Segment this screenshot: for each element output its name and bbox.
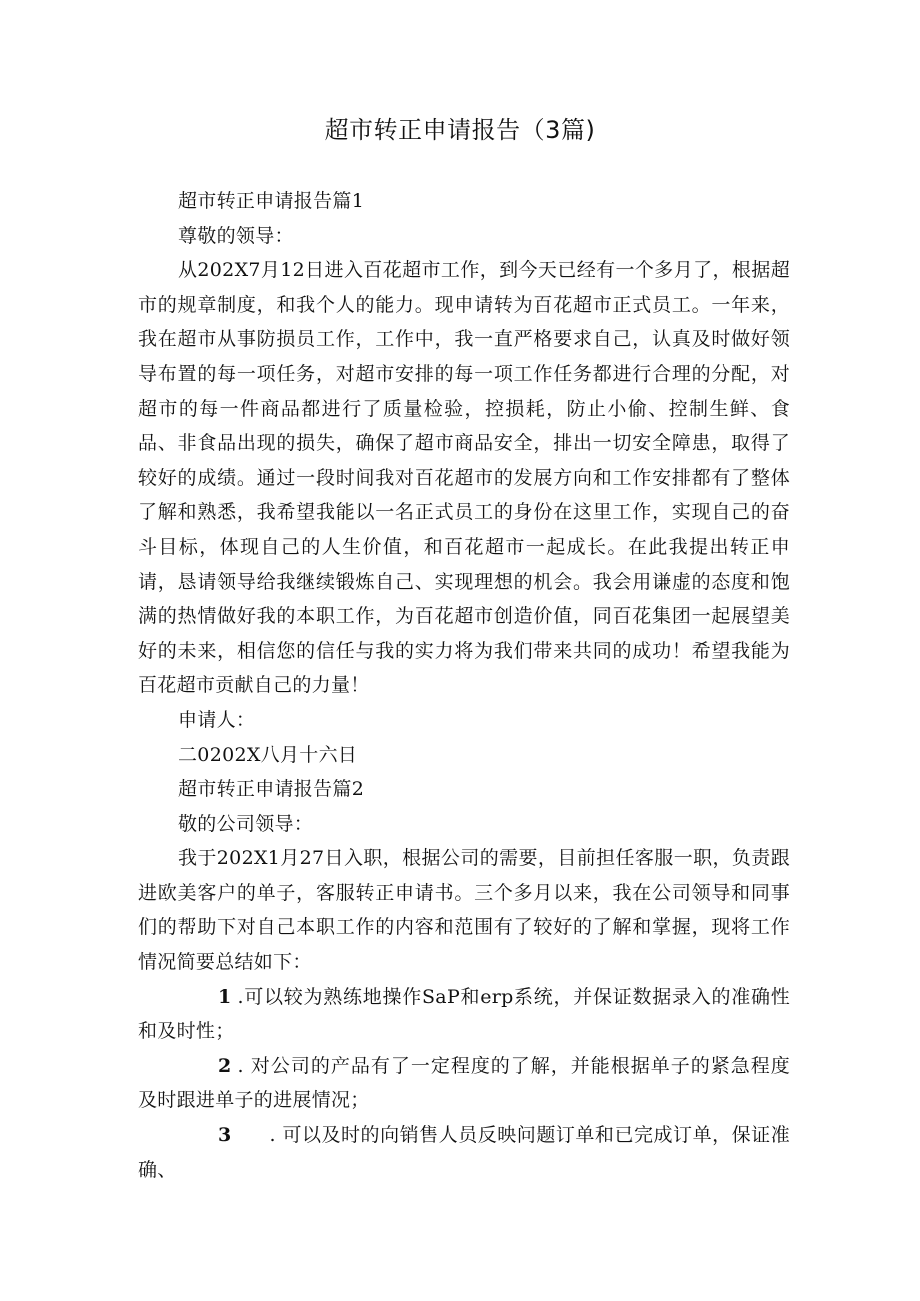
list-item-text: .可以较为熟练地操作SaP和erp系统，并保证数据录入的准确性和及时性； <box>138 985 790 1043</box>
section2-body: 我于202X1月27日入职，根据公司的需要，目前担任客服一职，负责跟进欧美客户的单子，客服转正申请书。三个多月以来，我在公司领导和同事们的帮助下对自己本职工作的内容和范围有了较好的了解和掌握，现将工作情况简要总结如下： <box>138 847 790 974</box>
list-item-number: 2 <box>218 1054 232 1077</box>
section2-greeting: 敬的公司领导： <box>178 812 314 835</box>
section1-date: 二0202X八月十六日 <box>178 743 358 766</box>
list-item-number: 3 <box>218 1124 232 1147</box>
section1-greeting: 尊敬的领导： <box>178 224 294 247</box>
section1-body: 从202X7月12日进入百花超市工作，到今天已经有一个多月了，根据超市的规章制度，和我个人的能力。现申请转为百花超市正式员工。一年来，我在超市从事防损员工作，工作中，我一直严格要求自己，认真及时做好领导布置的每一项任务，对超市安排的每一项工作任务都进行合理的分配，对超市的每一件商品都进行了质量检验，控损耗，防止小偷、控制生鲜、食品、非食品出现的损失，确保了超市商品安全，排出一切安全障患，取得了较好的成绩。通过一段时间我对百花超市的发展方向和工作安排都有了整体了解和熟悉，我希望我能以一名正式员工的身份在这里工作，实现自己的奋斗目标，体现自己的人生价值，和百花超市一起成长。在此我提出转正申请，恳请领导给我继续锻炼自己、实现理想的机会。我会用谦虚的态度和饱满的热情做好我的本职工作，为百花超市创造价值，同百花集团一起展望美好的未来，相信您的信任与我的实力将为我们带来共同的成功！希望我能为百花超市贡献自己的力量！ <box>138 259 790 697</box>
list-item-text: . 对公司的产品有了一定程度的了解，并能根据单子的紧急程度及时跟进单子的进展情况； <box>138 1054 790 1112</box>
list-item <box>138 1118 790 1187</box>
list-item <box>138 980 790 1049</box>
document-title: 超市转正申请报告（3篇) <box>324 116 596 144</box>
list-item <box>138 1049 790 1118</box>
document-body <box>138 184 790 1187</box>
list-item-number: 1 <box>218 985 232 1008</box>
section1-signature: 申请人： <box>178 708 256 731</box>
list-item-text: . 可以及时的向销售人员反映问题订单和已完成订单，保证准确、 <box>138 1124 790 1181</box>
section2-heading: 超市转正申请报告篇2 <box>178 778 365 801</box>
section1-heading: 超市转正申请报告篇1 <box>178 190 365 212</box>
